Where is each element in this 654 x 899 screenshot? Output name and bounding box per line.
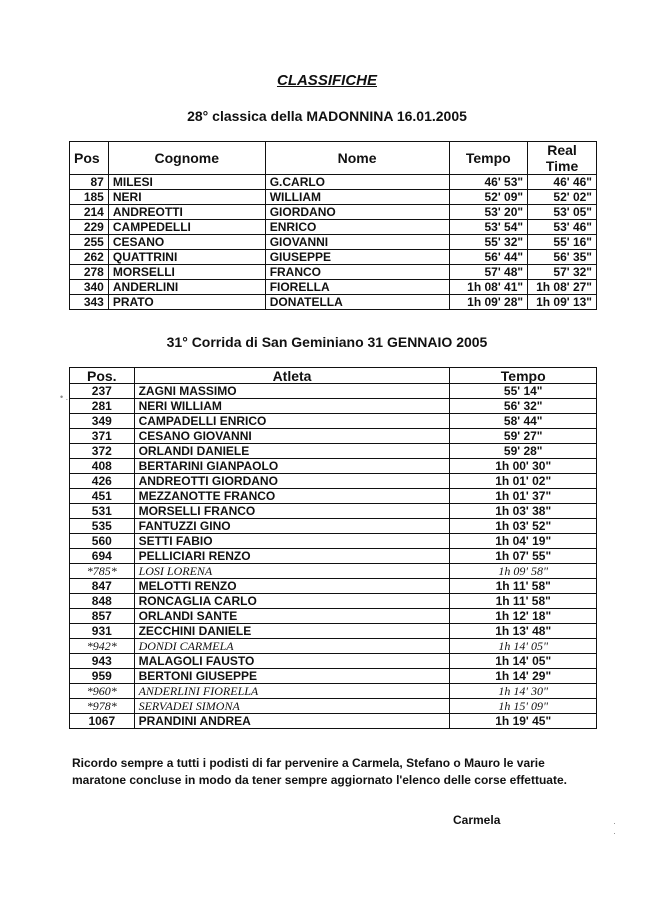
col-pos: Pos. [70, 368, 135, 384]
tempo-cell: 1h 12' 18" [450, 609, 597, 624]
table-row [70, 429, 597, 444]
table-row [70, 504, 597, 519]
tempo-cell: 57' 48" [449, 265, 528, 280]
pos-cell: 185 [70, 190, 109, 205]
table-row [70, 579, 597, 594]
cognome-cell: QUATTRINI [108, 250, 265, 265]
nome-cell: GIOVANNI [265, 235, 449, 250]
pos-cell: 262 [70, 250, 109, 265]
real-time-cell: 53' 46" [528, 220, 597, 235]
atleta-cell: MELOTTI RENZO [134, 579, 450, 594]
pos-cell: 237 [70, 384, 135, 399]
tempo-cell: 1h 09' 28" [449, 295, 528, 310]
pos-cell: 371 [70, 429, 135, 444]
table-row [70, 205, 597, 220]
atleta-cell: ZAGNI MASSIMO [134, 384, 450, 399]
real-time-cell: 56' 35" [528, 250, 597, 265]
tempo-cell: 56' 32" [450, 399, 597, 414]
pos-cell: *942* [70, 639, 135, 654]
cognome-cell: ANDERLINI [108, 280, 265, 295]
real-time-cell: 1h 08' 27" [528, 280, 597, 295]
table-row [70, 519, 597, 534]
nome-cell: ENRICO [265, 220, 449, 235]
atleta-cell: CAMPADELLI ENRICO [134, 414, 450, 429]
pos-cell: 694 [70, 549, 135, 564]
nome-cell: FRANCO [265, 265, 449, 280]
pos-cell: 560 [70, 534, 135, 549]
nome-cell: GIORDANO [265, 205, 449, 220]
atleta-cell: SERVADEI SIMONA [134, 699, 450, 714]
table-row [70, 624, 597, 639]
table-row [70, 699, 597, 714]
atleta-cell: RONCAGLIA CARLO [134, 594, 450, 609]
real-time-cell: 46' 46" [528, 175, 597, 190]
page-title: CLASSIFICHE [276, 72, 377, 89]
tempo-cell: 55' 14" [450, 384, 597, 399]
atleta-cell: MEZZANOTTE FRANCO [134, 489, 450, 504]
table-row [70, 190, 597, 205]
nome-cell: GIUSEPPE [265, 250, 449, 265]
scan-mark: • . [60, 392, 69, 402]
table-row [70, 250, 597, 265]
table-row [70, 639, 597, 654]
real-time-cell: 57' 32" [528, 265, 597, 280]
col-nome: Nome [265, 142, 449, 175]
table-row [70, 714, 597, 729]
table-row [70, 474, 597, 489]
tempo-cell: 1h 09' 58" [450, 564, 597, 579]
atleta-cell: CESANO GIOVANNI [134, 429, 450, 444]
pos-cell: 372 [70, 444, 135, 459]
race2-table [69, 367, 597, 729]
pos-cell: 87 [70, 175, 109, 190]
table-header-row [70, 142, 597, 175]
cognome-cell: MORSELLI [108, 265, 265, 280]
atleta-cell: ORLANDI SANTE [134, 609, 450, 624]
table-row [70, 399, 597, 414]
table-header-row [70, 368, 597, 384]
tempo-cell: 1h 03' 38" [450, 504, 597, 519]
atleta-cell: BERTARINI GIANPAOLO [134, 459, 450, 474]
tempo-cell: 1h 04' 19" [450, 534, 597, 549]
pos-cell: 343 [70, 295, 109, 310]
table-row [70, 549, 597, 564]
race1-heading: 28° classica della MADONNINA 16.01.2005 [187, 108, 467, 124]
tempo-cell: 46' 53" [449, 175, 528, 190]
nome-cell: FIORELLA [265, 280, 449, 295]
tempo-cell: 1h 19' 45" [450, 714, 597, 729]
table-row [70, 220, 597, 235]
pos-cell: *960* [70, 684, 135, 699]
pos-cell: 1067 [70, 714, 135, 729]
tempo-cell: 1h 08' 41" [449, 280, 528, 295]
real-time-cell: 55' 16" [528, 235, 597, 250]
tempo-cell: 58' 44" [450, 414, 597, 429]
atleta-cell: PRANDINI ANDREA [134, 714, 450, 729]
pos-cell: 943 [70, 654, 135, 669]
table-row [70, 384, 597, 399]
table-row [70, 265, 597, 280]
table-row [70, 669, 597, 684]
atleta-cell: BERTONI GIUSEPPE [134, 669, 450, 684]
atleta-cell: PELLICIARI RENZO [134, 549, 450, 564]
real-time-cell: 1h 09' 13" [528, 295, 597, 310]
tempo-cell: 1h 03' 52" [450, 519, 597, 534]
pos-cell: 531 [70, 504, 135, 519]
pos-cell: 278 [70, 265, 109, 280]
pos-cell: 408 [70, 459, 135, 474]
note-text: Ricordo sempre a tutti i podisti di far pervenire a Carmela, Stefano o Mauro le varie maratone concluse in modo da tener sempre aggiornato l'elenco delle corse effettuate. [72, 756, 567, 787]
pos-cell: 214 [70, 205, 109, 220]
nome-cell: G.CARLO [265, 175, 449, 190]
cognome-cell: NERI [108, 190, 265, 205]
tempo-cell: 53' 20" [449, 205, 528, 220]
table-row [70, 564, 597, 579]
table-row [70, 295, 597, 310]
pos-cell: 848 [70, 594, 135, 609]
signature: Carmela [453, 813, 501, 827]
table-row [70, 609, 597, 624]
col-pos: Pos [70, 142, 109, 175]
pos-cell: 229 [70, 220, 109, 235]
cognome-cell: CESANO [108, 235, 265, 250]
tempo-cell: 1h 14' 30" [450, 684, 597, 699]
cognome-cell: CAMPEDELLI [108, 220, 265, 235]
table-row [70, 684, 597, 699]
table-row [70, 235, 597, 250]
table-row [70, 414, 597, 429]
table-row [70, 459, 597, 474]
tempo-cell: 1h 13' 48" [450, 624, 597, 639]
col-tempo: Tempo [450, 368, 597, 384]
tempo-cell: 1h 07' 55" [450, 549, 597, 564]
pos-cell: 255 [70, 235, 109, 250]
pos-cell: 857 [70, 609, 135, 624]
atleta-cell: SETTI FABIO [134, 534, 450, 549]
pos-cell: 426 [70, 474, 135, 489]
nome-cell: WILLIAM [265, 190, 449, 205]
table-row [70, 175, 597, 190]
col-cognome: Cognome [108, 142, 265, 175]
tempo-cell: 1h 14' 05" [450, 654, 597, 669]
atleta-cell: ANDREOTTI GIORDANO [134, 474, 450, 489]
pos-cell: 340 [70, 280, 109, 295]
tempo-cell: 1h 14' 05" [450, 639, 597, 654]
real-time-cell: 52' 02" [528, 190, 597, 205]
table-row [70, 594, 597, 609]
atleta-cell: ANDERLINI FIORELLA [134, 684, 450, 699]
pos-cell: *978* [70, 699, 135, 714]
tempo-cell: 1h 15' 09" [450, 699, 597, 714]
atleta-cell: MALAGOLI FAUSTO [134, 654, 450, 669]
tempo-cell: 1h 01' 02" [450, 474, 597, 489]
pos-cell: 847 [70, 579, 135, 594]
table-row [70, 654, 597, 669]
cognome-cell: ANDREOTTI [108, 205, 265, 220]
atleta-cell: FANTUZZI GINO [134, 519, 450, 534]
table-row [70, 444, 597, 459]
pos-cell: 451 [70, 489, 135, 504]
table-row [70, 280, 597, 295]
pos-cell: *785* [70, 564, 135, 579]
tempo-cell: 1h 01' 37" [450, 489, 597, 504]
atleta-cell: LOSI LORENA [134, 564, 450, 579]
col-atleta: Atleta [134, 368, 450, 384]
tempo-cell: 1h 11' 58" [450, 594, 597, 609]
cognome-cell: MILESI [108, 175, 265, 190]
pos-cell: 349 [70, 414, 135, 429]
pos-cell: 281 [70, 399, 135, 414]
race1-table [69, 141, 597, 310]
race2-heading: 31° Corrida di San Geminiano 31 GENNAIO 2005 [166, 334, 488, 350]
tempo-cell: 52' 09" [449, 190, 528, 205]
nome-cell: DONATELLA [265, 295, 449, 310]
real-time-cell: 53' 05" [528, 205, 597, 220]
pos-cell: 931 [70, 624, 135, 639]
tempo-cell: 59' 28" [450, 444, 597, 459]
tempo-cell: 59' 27" [450, 429, 597, 444]
table-row [70, 534, 597, 549]
tempo-cell: 55' 32" [449, 235, 528, 250]
tempo-cell: 1h 14' 29" [450, 669, 597, 684]
atleta-cell: NERI WILLIAM [134, 399, 450, 414]
atleta-cell: ORLANDI DANIELE [134, 444, 450, 459]
col-real-time: Real Time [528, 142, 597, 175]
cognome-cell: PRATO [108, 295, 265, 310]
atleta-cell: ZECCHINI DANIELE [134, 624, 450, 639]
pos-cell: 959 [70, 669, 135, 684]
col-tempo: Tempo [449, 142, 528, 175]
atleta-cell: MORSELLI FRANCO [134, 504, 450, 519]
scan-mark: · · [613, 818, 616, 838]
tempo-cell: 1h 11' 58" [450, 579, 597, 594]
table-row [70, 489, 597, 504]
pos-cell: 535 [70, 519, 135, 534]
tempo-cell: 56' 44" [449, 250, 528, 265]
atleta-cell: DONDI CARMELA [134, 639, 450, 654]
tempo-cell: 53' 54" [449, 220, 528, 235]
tempo-cell: 1h 00' 30" [450, 459, 597, 474]
